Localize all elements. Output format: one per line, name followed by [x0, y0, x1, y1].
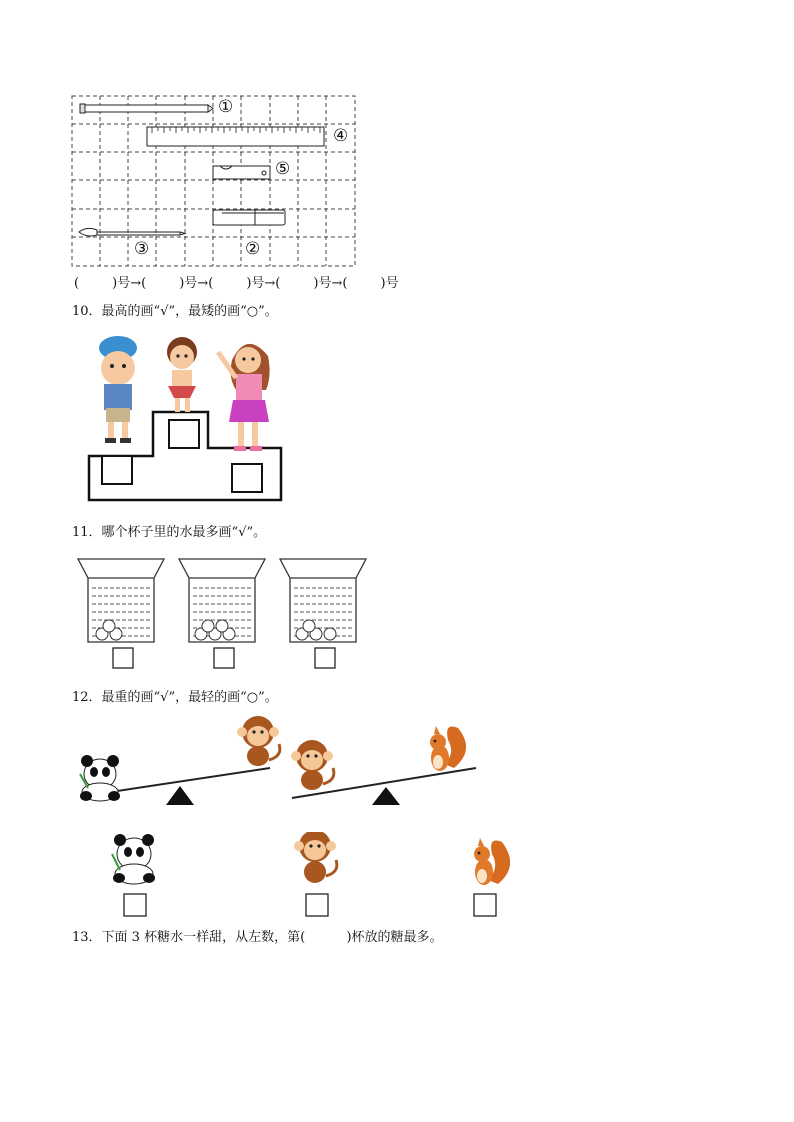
label-4: ④	[333, 126, 349, 146]
q9-section	[70, 94, 490, 294]
girl-icon	[218, 344, 270, 451]
q12-seesaws	[74, 712, 494, 812]
q13-title: 13．下面 3 杯糖水一样甜，从左数，第( )杯放的糖最多。	[72, 930, 443, 945]
pencil-icon	[80, 104, 213, 113]
answer-box-middle[interactable]	[169, 420, 199, 448]
label-2: ②	[245, 239, 261, 259]
label-1: ①	[218, 97, 234, 117]
q11-title: 11．哪个杯子里的水最多画“√”。	[72, 525, 267, 540]
q10-figure	[86, 330, 306, 505]
boy-icon	[99, 336, 137, 443]
cup-3	[280, 559, 366, 668]
monkey-icon	[291, 740, 334, 790]
monkey-icon	[237, 716, 280, 766]
eraser-icon	[213, 166, 270, 179]
answer-box-left[interactable]	[102, 456, 132, 484]
dashed-grid	[72, 96, 355, 266]
panda-icon	[80, 755, 120, 801]
answer-box-right[interactable]	[232, 464, 262, 492]
q12-title: 12．最重的画“√”，最轻的画“○”。	[72, 690, 278, 705]
q9-grid-figure	[70, 94, 370, 272]
answer-box-cup-3[interactable]	[315, 648, 335, 668]
brush-icon	[79, 228, 185, 236]
squirrel-icon	[430, 726, 466, 771]
girl-icon	[167, 337, 197, 412]
squirrel-icon	[474, 838, 510, 885]
panda-icon	[112, 834, 155, 884]
q12-animals-row	[104, 832, 524, 922]
cup-1	[78, 559, 164, 668]
q9-answer-row: ( )号→( )号→( )号→( )号→( )号	[74, 276, 399, 291]
answer-box-squirrel[interactable]	[474, 894, 496, 916]
answer-box-cup-1[interactable]	[113, 648, 133, 668]
label-5: ⑤	[275, 159, 291, 179]
monkey-icon	[294, 832, 337, 883]
pencil-case-icon	[213, 210, 285, 225]
answer-box-monkey[interactable]	[306, 894, 328, 916]
answer-box-cup-2[interactable]	[214, 648, 234, 668]
cup-2	[179, 559, 265, 668]
answer-box-panda[interactable]	[124, 894, 146, 916]
q11-figure	[76, 556, 376, 676]
ruler-icon	[147, 127, 324, 146]
q10-title: 10．最高的画“√”，最矮的画“○”。	[72, 304, 278, 319]
label-3: ③	[134, 239, 150, 259]
